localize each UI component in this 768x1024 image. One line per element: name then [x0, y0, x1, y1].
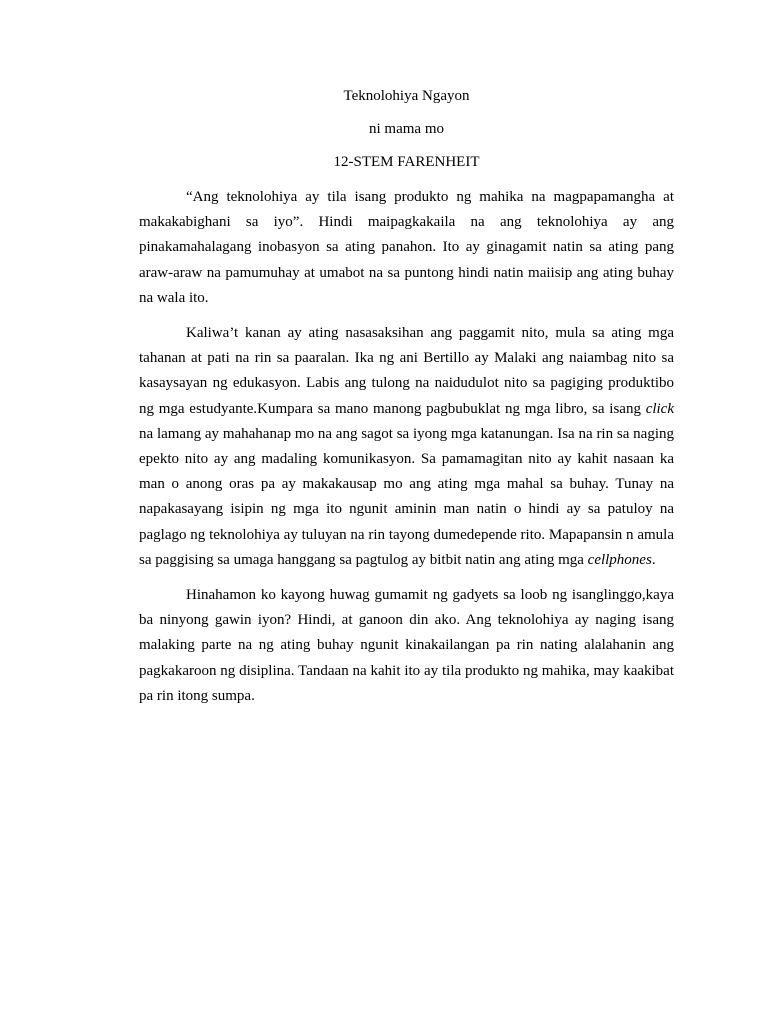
- paragraph-2-text-b: na lamang ay mahahanap mo na ang sagot sa iyong mga katanungan. Isa na rin sa naging epekto nito ay ang madaling komunikasyon. Sa pamamagitan nito ay kahit nasaan ka man o anong oras pa ay makakausap mo ang ating mga mahal sa buhay. Tunay na napakasayang isipin ng mga ito ngunit aminin man natin o hindi ay sa patuloy na paglago ng teknolohiya ay tuluyan na rin tayong dumedepende rito. Mapapansin n amula sa paggising sa umaga hanggang sa pagtulog ay bitbit natin ang ating mga: [139, 425, 674, 568]
- italic-word-click: click: [645, 400, 674, 417]
- paragraph-3-text: Hinahamon ko kayong huwag gumamit ng gadyets sa loob ng isanglinggo,kaya ba ninyong gawin iyon? Hindi, at ganoon din ako. Ang teknolohiya ay naging isang malaking parte na ng ating buhay ngunit kinakailangan pa rin nating alalahanin ang pagkakaroon ng disiplina. Tandaan na kahit ito ay tila produkto ng mahika, may kaakibat pa rin itong sumpa.: [139, 587, 674, 704]
- paragraph-2: [139, 321, 674, 573]
- section-line: 12-STEM FARENHEIT: [333, 154, 480, 170]
- document-title: Teknolohiya Ngayon: [343, 88, 470, 104]
- paragraph-1-text: “Ang teknolohiya ay tila isang produkto ng mahika na magpapamangha at makakabighani sa iyo”. Hindi maipagkakaila na ang teknolohiya ay ang pinakamahalagang inobasyon sa ating panahon. Ito ay ginagamit natin sa ating pang araw-araw na pamumuhay at umabot na sa puntong hindi natin maiisip ang ating buhay na wala ito.: [139, 189, 674, 306]
- document-body: [139, 86, 674, 719]
- paragraph-3: [139, 583, 674, 709]
- paragraph-1: [139, 185, 674, 311]
- author-line: ni mama mo: [369, 121, 444, 137]
- italic-word-cellphones: cellphones: [587, 551, 652, 568]
- paragraph-2-text-c: .: [651, 551, 656, 568]
- paragraph-2-text-a: Kaliwa’t kanan ay ating nasasaksihan ang paggamit nito, mula sa ating mga tahanan at pati na rin sa paaralan. Ika ng ani Bertillo ay Malaki ang naiambag nito sa kasaysayan ng edukasyon. Labis ang tulong na naidudulot nito sa pagiging produktibo ng mga estudyante.Kumpara sa mano manong pagbubuklat ng mga libro, sa isang: [139, 325, 674, 417]
